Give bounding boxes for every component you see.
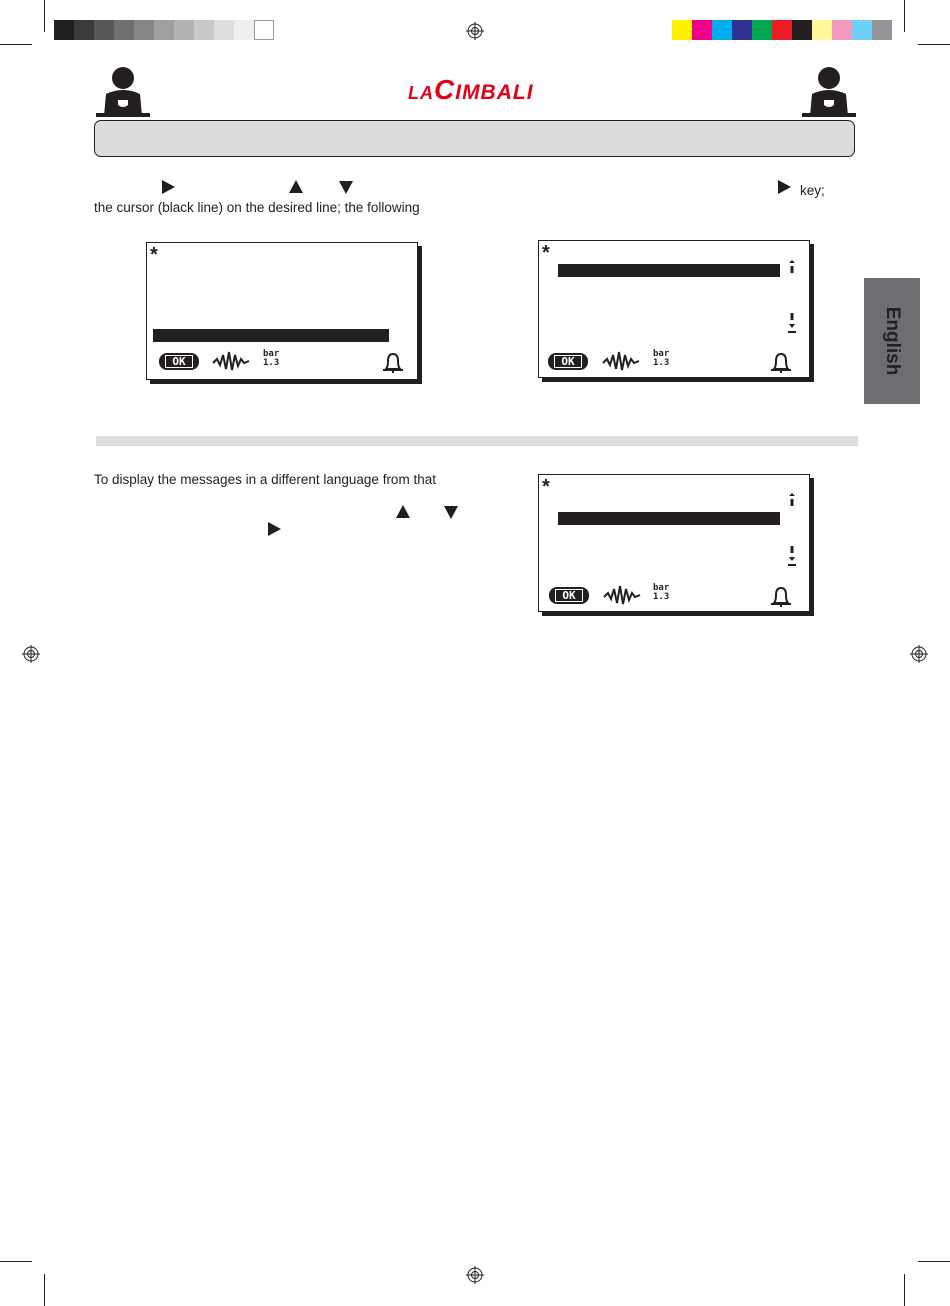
up-arrow-icon: [396, 505, 410, 518]
right-arrow-icon: [268, 522, 281, 536]
cursor-line: [558, 264, 780, 277]
right-arrow-icon: [778, 180, 791, 194]
color-swatch: [732, 20, 752, 40]
side-tab-label: English: [882, 306, 903, 376]
bell-icon: [769, 585, 793, 607]
registration-mark-icon: [22, 645, 40, 663]
color-swatch: [852, 20, 872, 40]
gray-swatch: [254, 20, 274, 40]
paragraph-line: the cursor (black line) on the desired line; the following: [94, 200, 420, 215]
steam-wave-icon: [602, 583, 642, 607]
color-swatch: [832, 20, 852, 40]
star-indicator: *: [542, 242, 550, 264]
gray-swatch: [134, 20, 154, 40]
color-swatch: [712, 20, 732, 40]
gray-swatch: [114, 20, 134, 40]
operator-icon: [96, 66, 150, 118]
up-arrow-icon: [289, 180, 303, 193]
bell-icon: [381, 351, 405, 373]
steam-wave-icon: [211, 349, 251, 373]
section-divider: [96, 436, 858, 446]
section-header-bar: [94, 120, 855, 157]
gray-swatch: [214, 20, 234, 40]
pressure-bar-icon: bar 1.3: [653, 349, 670, 368]
color-swatch: [692, 20, 712, 40]
gray-swatch: [174, 20, 194, 40]
ok-icon: OK: [159, 353, 199, 370]
cursor-line: [153, 329, 389, 342]
registration-mark-icon: [910, 645, 928, 663]
scroll-down-icon: [788, 313, 796, 335]
lcd-display: [146, 242, 418, 380]
color-swatch: [772, 20, 792, 40]
lcd-display: [538, 474, 810, 612]
lcd-display: [538, 240, 810, 378]
paragraph-line: To display the messages in a different language from that: [94, 472, 436, 487]
gray-swatch: [154, 20, 174, 40]
cursor-line: [558, 512, 780, 525]
scroll-up-icon: [788, 492, 796, 508]
language-side-tab: [864, 278, 920, 404]
down-arrow-icon: [444, 506, 458, 519]
bell-icon: [769, 351, 793, 373]
scroll-down-icon: [788, 546, 796, 568]
steam-wave-icon: [601, 349, 641, 373]
gray-swatch: [74, 20, 94, 40]
operator-icon: [802, 66, 856, 118]
scroll-up-icon: [788, 259, 796, 275]
star-indicator: *: [150, 244, 158, 266]
color-swatch: [872, 20, 892, 40]
gray-swatch: [234, 20, 254, 40]
gray-swatch: [194, 20, 214, 40]
ok-icon: OK: [549, 587, 589, 604]
color-swatch: [792, 20, 812, 40]
registration-mark-icon: [466, 1266, 484, 1284]
star-indicator: *: [542, 476, 550, 498]
brand-logo: LACIMBALI: [408, 74, 534, 105]
gray-swatch: [54, 20, 74, 40]
paragraph-key-text: key;: [800, 183, 825, 198]
pressure-bar-icon: bar 1.3: [263, 349, 280, 368]
right-arrow-icon: [162, 180, 175, 194]
color-swatch: [812, 20, 832, 40]
color-swatch: [672, 20, 692, 40]
ok-icon: OK: [548, 353, 588, 370]
registration-mark-icon: [466, 22, 484, 40]
color-swatch: [752, 20, 772, 40]
down-arrow-icon: [339, 181, 353, 194]
pressure-bar-icon: bar 1.3: [653, 583, 670, 602]
gray-swatch: [94, 20, 114, 40]
